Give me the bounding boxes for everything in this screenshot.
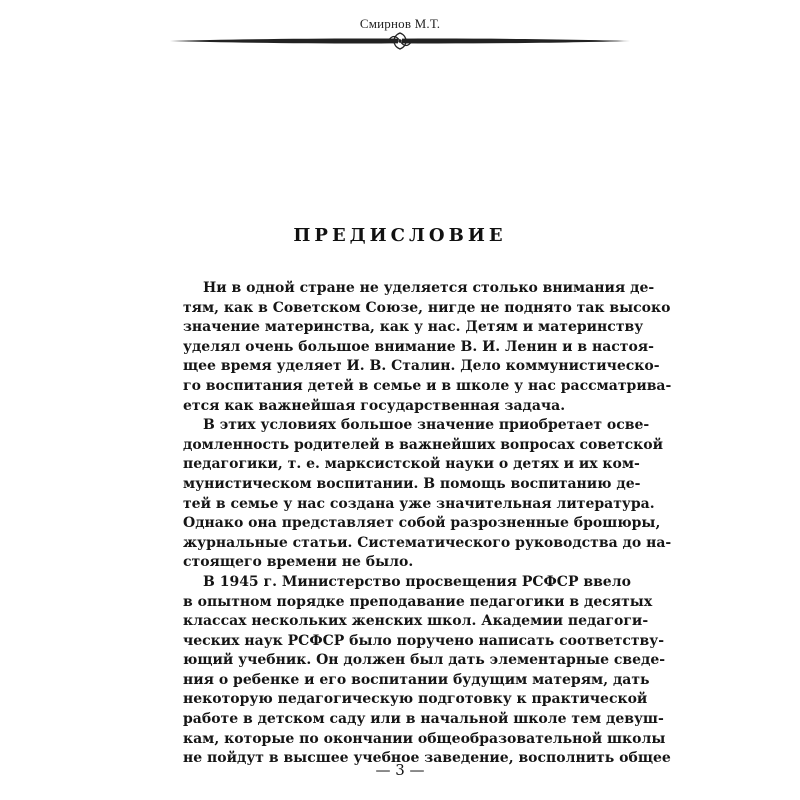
ornament-rule-icon	[170, 30, 630, 52]
text-line: В этих условиях большое значение приобретает осве-	[203, 417, 650, 434]
text-line: некоторую педагогическую подготовку к практической	[183, 691, 648, 708]
text-line: Однако она представляет собой разрозненные брошюры,	[183, 515, 661, 532]
text-line: щее время уделяет И. В. Сталин. Дело коммунистическо-	[183, 358, 660, 375]
text-line: домленность родителей в важнейших вопросах советской	[183, 436, 663, 453]
text-line: кам, которые по окончании общеобразовательной школы	[183, 730, 666, 747]
chapter-title: ПРЕДИСЛОВИЕ	[293, 225, 507, 246]
text-line: Ни в одной стране не уделяется столько внимания де-	[203, 280, 655, 296]
text-line: тей в семье у нас создана уже значительная литература.	[183, 495, 655, 512]
text-line: педагогики, т. е. марксистской науки о детях и их ком-	[183, 456, 640, 473]
preface-text	[183, 279, 672, 769]
text-line: в опытном порядке преподавание педагогики в десятых	[183, 593, 653, 610]
running-head-author: Смирнов М.Т.	[359, 16, 441, 31]
text-line: тям, как в Советском Союзе, нигде не поднято так высоко	[183, 299, 671, 316]
text-line: журнальные статьи. Систематического руководства до на-	[183, 534, 672, 551]
text-line: В 1945 г. Министерство просвещения РСФСР ввело	[203, 573, 631, 590]
page-number: — 3 —	[375, 761, 425, 779]
text-line: ческих наук РСФСР было поручено написать соответству-	[183, 632, 665, 649]
text-line: классах нескольких женских школ. Академии педагоги-	[183, 613, 649, 630]
text-line: ется как важнейшая государственная задача.	[183, 397, 566, 414]
text-line: работе в детском саду или в начальной школе тем девуш-	[183, 711, 664, 728]
text-line: мунистическом воспитании. В помощь воспитанию де-	[183, 475, 641, 492]
text-line: ющий учебник. Он должен был дать элементарные сведе-	[183, 652, 666, 669]
text-line: ния о ребенке и его воспитании будущим матерям, дать	[183, 671, 650, 688]
text-line: стоящего времени не было.	[183, 554, 414, 571]
text-line: не пойдут в высшее учебное заведение, восполнить общее	[183, 750, 671, 767]
text-line: го воспитания детей в семье и в школе у нас рассматрива-	[183, 377, 672, 394]
text-line: значение материнства, как у нас. Детям и материнству	[183, 319, 644, 336]
text-line: уделял очень большое внимание В. И. Ленин и в настоя-	[183, 338, 654, 355]
